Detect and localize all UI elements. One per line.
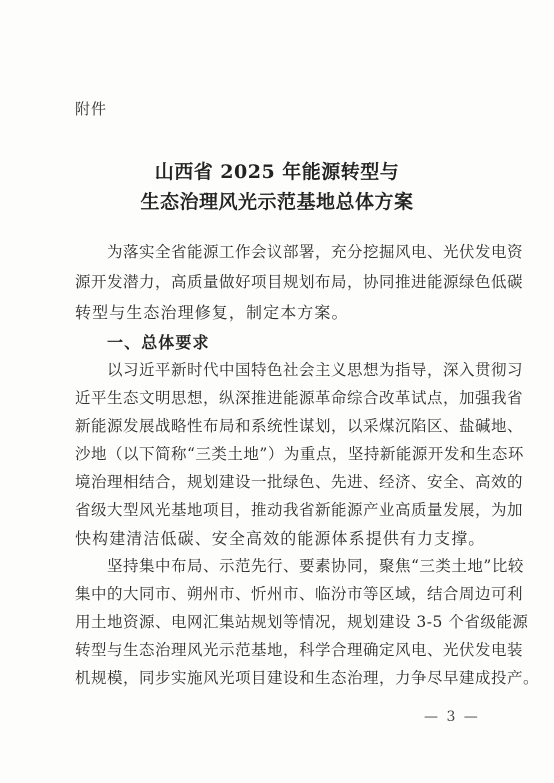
paragraph-line: 用土地资源、电网汇集站规划等情况，规划建设 3-5 个省级能源 — [75, 613, 529, 631]
paragraph-line: 机规模，同步实施风光项目建设和生态治理，力争尽早建成投产。 — [75, 669, 540, 687]
intro-line: 转型与生态治理修复，制定本方案。 — [75, 303, 349, 322]
intro-line: 为落实全省能源工作会议部署，充分挖掘风电、光伏发电资 — [107, 243, 524, 261]
paragraph-line: 省级大型风光基地项目，推动我省新能源产业高质量发展，为加 — [75, 501, 524, 519]
attachment-label: 附件 — [75, 100, 108, 118]
paragraph-line: 坚持集中布局、示范先行、要素协同，聚焦“三类土地”比较 — [107, 557, 524, 575]
paragraph-line: 以习近平新时代中国特色社会主义思想为指导，深入贯彻习 — [107, 361, 524, 379]
document-title-line-2: 生态治理风光示范基地总体方案 — [140, 191, 414, 213]
paragraph-line: 快构建清洁低碳、安全高效的能源体系提供有力支撑。 — [75, 529, 486, 548]
paragraph-line: 境治理相结合，规划建设一批绿色、先进、经济、安全、高效的 — [75, 473, 524, 491]
paragraph-line: 近平生态文明思想，纵深推进能源革命综合改革试点，加强我省 — [75, 389, 524, 407]
document-title-line-1: 山西省 2025 年能源转型与 — [154, 161, 400, 183]
section-heading: 一、总体要求 — [107, 333, 210, 352]
paragraph-line: 沙地（以下简称“三类土地”）为重点，坚持新能源开发和生态环 — [75, 445, 524, 463]
paragraph-line: 转型与生态治理风光示范基地，科学合理确定风电、光伏发电装 — [75, 641, 524, 659]
intro-line: 源开发潜力，高质量做好项目规划布局，协同推进能源绿色低碳 — [75, 273, 524, 291]
paragraph-line: 集中的大同市、朔州市、忻州市、临汾市等区域，结合周边可利 — [75, 585, 524, 603]
paragraph-line: 新能源发展战略性布局和系统性谋划，以采煤沉陷区、盐碱地、 — [75, 417, 524, 435]
page-number: — 3 — — [424, 709, 480, 725]
